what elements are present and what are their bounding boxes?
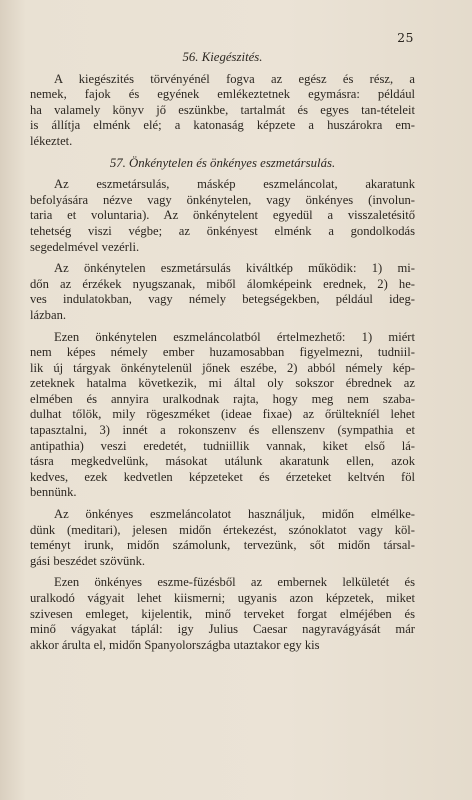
section-title: Önkénytelen és önkényes eszmetársulás. (129, 155, 336, 170)
paragraph (30, 575, 415, 653)
text-line: nemek, fajok és egyének emlékeztetnek egymásra: például (30, 87, 415, 102)
paragraph (30, 261, 415, 323)
text-line: uralkodó vágyait lehet kiismerni; ugyanis azon képzetek, miket (30, 591, 415, 605)
text-line: Az önkénytelen eszmetársulás kiváltkép működik: 1) mi- (54, 261, 415, 276)
text-line: Az eszmetársulás, máskép eszmeláncolat, akaratunk (54, 177, 415, 192)
text-line: A kiegészités törvényénél fogva az egész és rész, a (54, 71, 415, 86)
text-line: kedves, ezek kedvetlen képzeteket és érzeteket keltvén föl (30, 469, 415, 484)
section-heading (30, 50, 415, 66)
paragraph (30, 330, 415, 502)
text-line: zeteknek hatalma következik, mi által oly sokszor ébrednek az (30, 376, 415, 391)
text-line: elmében és annyira uralkodnak rajta, hogy meg nem szaba- (30, 391, 415, 406)
text-line: gási beszédet szövünk. (30, 553, 146, 568)
text-line: tásra megkedvelünk, másokat utálunk akaratunk ellen, azok (30, 454, 415, 469)
section-heading (30, 156, 415, 172)
section-number: 56. (182, 50, 199, 64)
paragraph (30, 72, 415, 150)
text-line: is állítja elménk elé; a katonaság képzete a huszárokra em- (30, 118, 415, 133)
text-line: szivesen emleget, kijelentik, minő terveket forgat elméjében és (30, 606, 415, 621)
text-line: teményt irunk, midőn számolunk, tervezünk, sőt midőn társal- (30, 538, 415, 553)
text-line: Ezen önkényes eszme-füzésből az embernek lelkületét és (54, 575, 415, 590)
paragraph (30, 177, 415, 255)
text-line: segedelmével vezérli. (30, 239, 140, 254)
text-line: akkor árulta el, midőn Spanyolországba utaztakor egy kis (30, 637, 320, 652)
text-line: dünk (meditari), jelesen midőn értekezést, szónoklatot vagy köl- (30, 522, 415, 537)
text-line: ha valamely könyv jő eszünkbe, tartalmát és egyes tan-tételeit (30, 102, 415, 117)
section-number: 57. (109, 155, 126, 170)
text-line: taria et voluntaria). Az önkénytelent egyedül a visszaletésitő (30, 208, 415, 223)
text-line: tehetség viszi végbe; az önkényest elménk a gondolkodás (30, 223, 415, 238)
paragraph (30, 507, 415, 569)
section-title: Kiegészités. (201, 50, 263, 64)
text-line: bennünk. (30, 485, 77, 500)
text-line: dulhat tőlök, mily rögeszméket (ideae fixae) az őrültekníél lehet (30, 407, 415, 422)
text-line: befolyására nézve vagy önkénytelen, vagy önkényes (involun- (30, 192, 415, 207)
text-line: lékeztet. (30, 133, 73, 148)
text-line: tapasztalni, 3) innét a rokonszenv és ellenszenv (sympathia et (30, 423, 415, 438)
text-line: Ezen önkénytelen eszmeláncolatból értelmezhető: 1) miért (54, 329, 415, 344)
text-line: lik új tárgyak önkénytelenül jőnek eszébe, 2) abból némely kép- (30, 360, 415, 375)
text-line: nem képes némely ember huzamosabban figyelmezni, tudniil- (30, 345, 415, 360)
text-line: lázban. (30, 307, 67, 322)
page-body (30, 50, 415, 659)
text-line: antipathia) veszi eredetét, tudniillik vannak, kiket első lá- (30, 438, 415, 453)
text-line: ves indulatokban, vagy némely betegségekben, például ideg- (30, 292, 415, 307)
text-line: minő vágyakat táplál: igy Julius Caesar nagyravágyását már (30, 622, 415, 637)
text-line: Az önkényes eszmeláncolatot használjuk, midőn elmélke- (54, 507, 415, 522)
page-number: 25 (397, 30, 414, 45)
text-line: dőn az érzékek nyugszanak, miből álomképeink erednek, 2) he- (30, 276, 415, 291)
